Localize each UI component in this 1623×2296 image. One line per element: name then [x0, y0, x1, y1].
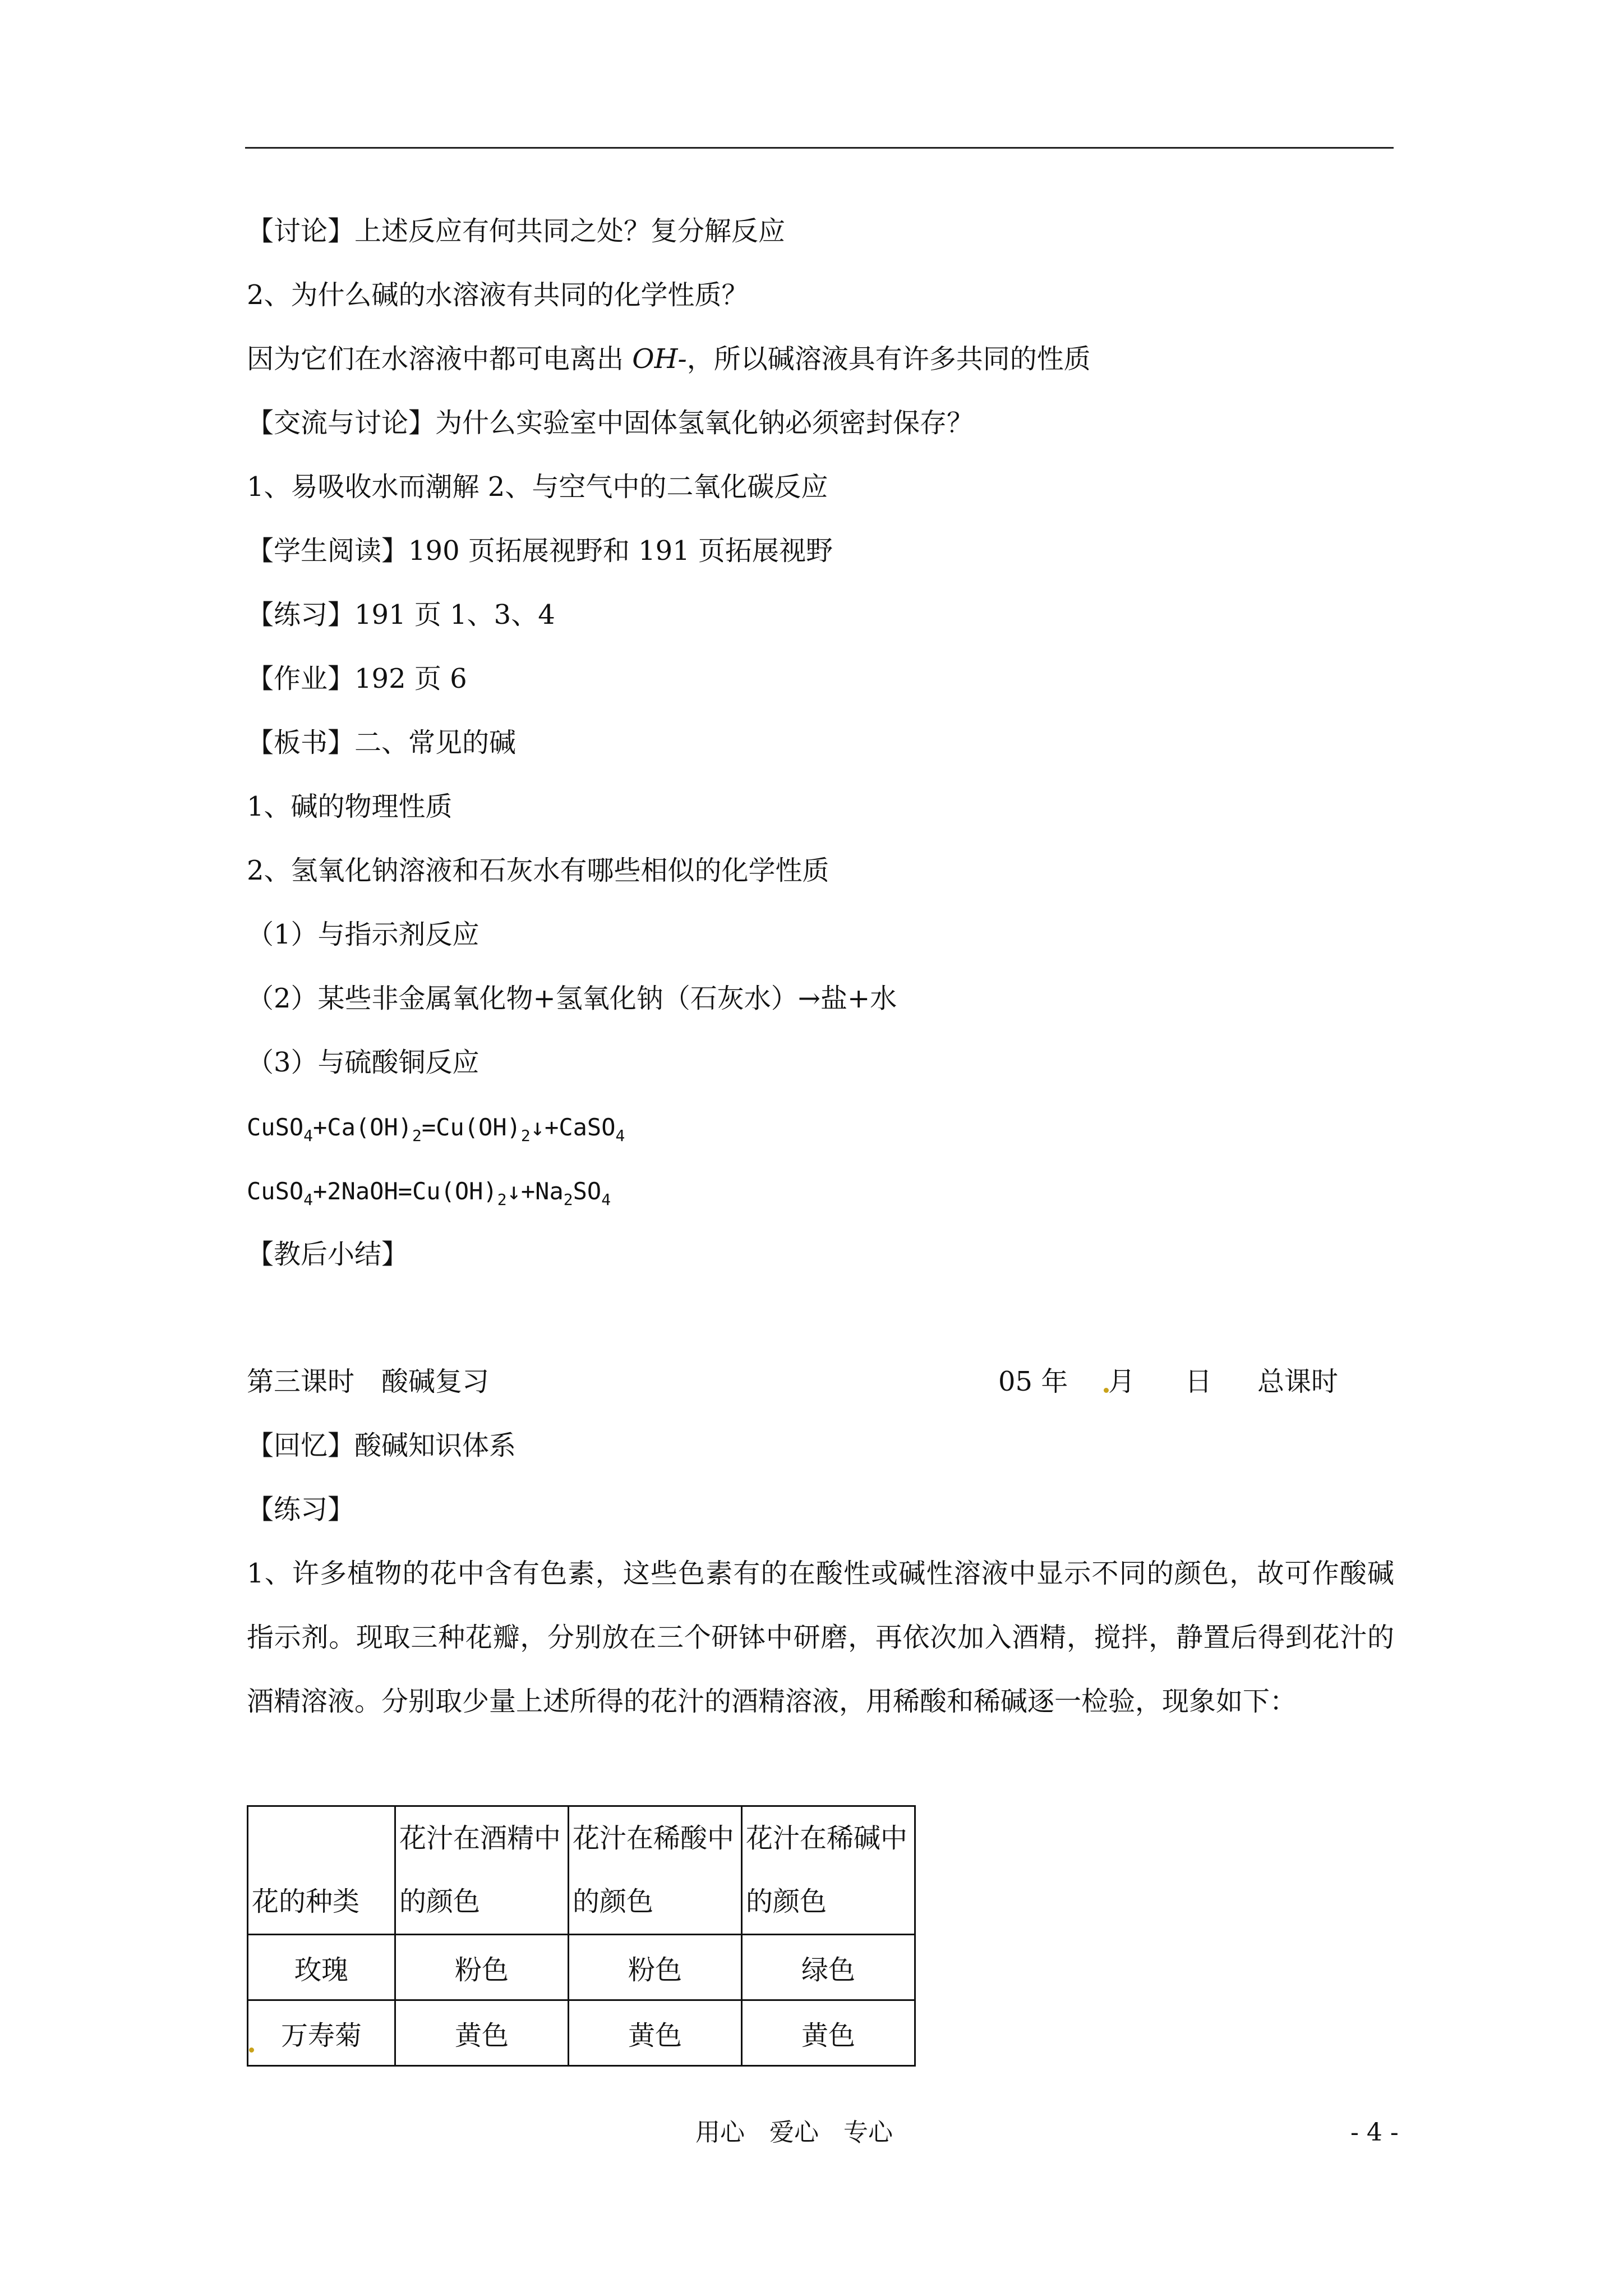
- header-cell-acid: 花汁在稀酸中的颜色: [569, 1806, 742, 1935]
- lesson-day: 日: [1185, 1366, 1212, 1397]
- reason-line: 1、易吸收水而潮解 2、与空气中的二氧化碳反应: [247, 471, 828, 503]
- lesson-month: 月: [1108, 1366, 1136, 1397]
- table-header-row: [248, 1806, 915, 1935]
- decorative-dot: [249, 2047, 254, 2053]
- table-row: [248, 2000, 915, 2066]
- physical-property-line: 1、碱的物理性质: [247, 791, 453, 822]
- table-cell: 绿色: [742, 1935, 915, 2000]
- practice-line: 【练习】191 页 1、3、4: [247, 599, 555, 631]
- answer-line: [247, 342, 1091, 376]
- header-cell-alcohol: 花汁在酒精中的颜色: [395, 1806, 569, 1935]
- equation-calcium: $CuSO_4+Ca(OH)_2=Cu(OH)_2↓+CaSO_4$: [247, 1114, 625, 1145]
- table-cell: 黄色: [742, 2000, 915, 2066]
- student-reading-line: 【学生阅读】190 页拓展视野和 191 页拓展视野: [247, 535, 833, 567]
- chemical-property-line: 2、氢氧化钠溶液和石灰水有哪些相似的化学性质: [247, 855, 829, 886]
- table-cell: 万寿菊: [248, 2000, 395, 2066]
- answer-text-a: 因为它们在水溶液中都可电离出: [247, 343, 633, 375]
- lesson-title: 第三课时 酸碱复习: [247, 1366, 490, 1397]
- discussion-line: 【讨论】上述反应有何共同之处？复分解反应: [247, 215, 786, 247]
- page-number: - 4 -: [1350, 2118, 1399, 2147]
- equation-sodium: $CuSO_4+2NaOH=Cu(OH)_2↓+Na_2SO_4$: [247, 1177, 611, 1209]
- oxide-reaction-line: （2）某些非金属氧化物+氢氧化钠（石灰水）→盐+水: [247, 983, 897, 1014]
- table-cell: 粉色: [395, 1935, 569, 2000]
- question-paragraph: 1、许多植物的花中含有色素，这些色素有的在酸性或碱性溶液中显示不同的颜色，故可作酸碱指示剂。现取三种花瓣，分别放在三个研钵中研磨，再依次加入酒精，搅拌，静置后得到花汁的酒精溶液。分别取少量上述所得的花汁的酒精溶液，用稀酸和稀碱逐一检验，现象如下：: [247, 1558, 1394, 1717]
- question-line: 2、为什么碱的水溶液有共同的化学性质？: [247, 279, 749, 311]
- recall-line: 【回忆】酸碱知识体系: [247, 1430, 517, 1461]
- post-lesson-summary: 【教后小结】: [247, 1239, 409, 1270]
- table-cell: 玫瑰: [248, 1935, 395, 2000]
- blackboard-line: 【板书】二、常见的碱: [247, 727, 517, 758]
- practice-heading: 【练习】: [247, 1494, 355, 1525]
- copper-sulfate-line: （3）与硫酸铜反应: [247, 1047, 479, 1078]
- exchange-discussion-line: 【交流与讨论】为什么实验室中固体氢氧化钠必须密封保存？: [247, 407, 974, 439]
- indicator-line: （1）与指示剂反应: [247, 919, 479, 950]
- homework-line: 【作业】192 页 6: [247, 663, 467, 694]
- lesson-year: 05 年: [998, 1366, 1068, 1397]
- lesson-total: 总课时: [1257, 1366, 1339, 1397]
- table-cell: 粉色: [569, 1935, 742, 2000]
- header-cell-flower: 花的种类: [248, 1806, 395, 1935]
- table-cell: 黄色: [395, 2000, 569, 2066]
- flower-color-table: [247, 1805, 916, 2067]
- table-row: [248, 1935, 915, 2000]
- header-cell-base: 花汁在稀碱中的颜色: [742, 1806, 915, 1935]
- header-rule: [245, 147, 1394, 149]
- table-cell: 黄色: [569, 2000, 742, 2066]
- answer-text-c: ，所以碱溶液具有许多共同的性质: [686, 343, 1091, 375]
- footer-motto: 用心 爱心 专心: [695, 2118, 893, 2147]
- hydroxide-ion: OH-: [632, 343, 687, 375]
